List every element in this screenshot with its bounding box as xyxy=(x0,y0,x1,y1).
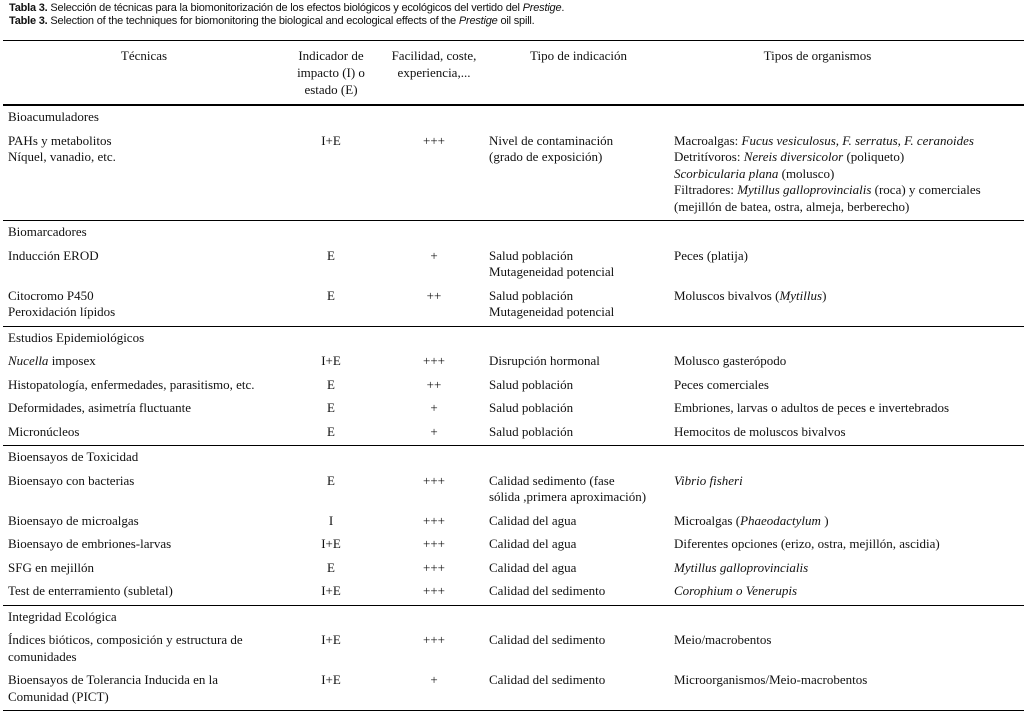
indicator-cell: I+E xyxy=(321,583,341,598)
cell-text: ) xyxy=(822,287,827,303)
cell-line xyxy=(8,377,280,394)
table-row xyxy=(3,580,1024,605)
cell-text: imposex xyxy=(48,353,96,368)
table-row xyxy=(3,669,1024,710)
table-body xyxy=(3,105,1024,710)
section-title: Bioensayos de Toxicidad xyxy=(8,449,139,464)
table-row xyxy=(3,421,1024,446)
organisms-cell xyxy=(671,377,1024,394)
cell-text: (molusco) xyxy=(778,165,835,181)
cell-line xyxy=(674,133,1024,150)
header-c2 xyxy=(280,47,382,104)
header-line: Indicador de xyxy=(298,48,364,63)
cell-text: PAHs y metabolitos xyxy=(8,132,112,148)
cell-text: Salud población xyxy=(489,376,574,392)
cell-text: Calidad del agua xyxy=(489,559,577,575)
cell-italic-text: Mytillus galloprovincialis xyxy=(674,559,809,575)
cell-line xyxy=(489,672,671,689)
table-section xyxy=(3,220,1024,326)
caption-italic: Prestige xyxy=(522,2,562,14)
bottom-rule xyxy=(3,710,1024,711)
ease-cell: ++ xyxy=(426,287,442,303)
header-line: experiencia,... xyxy=(397,65,471,80)
cell-text: Test de enterramiento (subletal) xyxy=(8,583,173,598)
indication-type-cell xyxy=(486,513,671,530)
table-section xyxy=(3,605,1024,711)
cell-line xyxy=(8,248,280,265)
cell-line xyxy=(674,560,1024,577)
technique-cell xyxy=(3,536,280,553)
table-row xyxy=(3,245,1024,285)
organisms-cell xyxy=(671,536,1024,553)
cell-line xyxy=(489,248,671,265)
caption-text: Selection of the techniques for biomonitoring the biological and ecological effects of the xyxy=(47,15,459,27)
cell-text: Mutageneidad potencial xyxy=(489,304,615,319)
cell-line xyxy=(8,672,280,689)
cell-text: Comunidad (PICT) xyxy=(8,688,109,704)
cell-italic-text: Nucella xyxy=(8,353,49,368)
cell-line xyxy=(8,513,280,530)
cell-text: Calidad del sedimento xyxy=(489,672,606,687)
cell-italic-text: Scorbicularia plana xyxy=(674,165,779,181)
cell-text: Meio/macrobentos xyxy=(674,632,772,647)
cell-text: Peces (platija) xyxy=(674,247,748,263)
cell-line xyxy=(8,536,280,553)
cell-line xyxy=(489,560,671,577)
cell-line xyxy=(674,400,1024,417)
cell-line xyxy=(674,424,1024,441)
cell-italic-text: Mytillus galloprovincialis xyxy=(737,182,872,197)
cell-line xyxy=(674,513,1024,530)
indication-type-cell xyxy=(486,133,671,216)
cell-text: Histopatología, enfermedades, parasitismo, etc. xyxy=(8,376,255,392)
indication-type-cell xyxy=(486,353,671,370)
cell-text: Índices bióticos, composición y estructura de xyxy=(8,632,243,647)
cell-text: SFG en mejillón xyxy=(8,559,94,575)
cell-line xyxy=(489,400,671,417)
technique-cell xyxy=(3,632,280,665)
header-c1 xyxy=(3,47,280,104)
organisms-cell xyxy=(671,560,1024,577)
table-row xyxy=(3,285,1024,326)
cell-line xyxy=(489,264,671,281)
indicator-cell: E xyxy=(327,247,335,263)
cell-text: Detritívoros: xyxy=(674,149,744,164)
cell-text: Peces comerciales xyxy=(674,376,769,392)
caption-english xyxy=(9,15,535,27)
indicator-cell: E xyxy=(327,287,335,303)
ease-cell: +++ xyxy=(423,132,445,148)
cell-text: Embriones, larvas o adultos de peces e invertebrados xyxy=(674,400,950,415)
indication-type-cell xyxy=(486,248,671,281)
header-c5 xyxy=(671,47,1024,104)
organisms-cell xyxy=(671,353,1024,370)
header-line: Tipos de organismos xyxy=(763,48,872,63)
table-row xyxy=(3,510,1024,534)
section-title-row xyxy=(3,221,1024,245)
cell-line xyxy=(489,377,671,394)
cell-italic-text: Nereis diversicolor xyxy=(743,149,844,164)
ease-cell: + xyxy=(430,672,438,687)
indication-type-cell xyxy=(486,560,671,577)
table-header xyxy=(3,41,1024,105)
cell-text: Salud población xyxy=(489,423,574,439)
caption-text: Selección de técnicas para la biomonitorización de los efectos biológicos y ecológicos del vertido del xyxy=(47,2,523,14)
table-section xyxy=(3,105,1024,220)
section-title: Bioacumuladores xyxy=(8,109,99,124)
cell-text: (mejillón de batea, ostra, almeja, berberecho) xyxy=(674,198,910,214)
cell-line xyxy=(674,632,1024,649)
cell-text: Peroxidación lípidos xyxy=(8,304,116,319)
technique-cell xyxy=(3,473,280,506)
cell-text: Inducción EROD xyxy=(8,247,99,263)
cell-text: Bioensayo de microalgas xyxy=(8,512,139,528)
indication-type-cell xyxy=(486,632,671,665)
organisms-cell xyxy=(671,583,1024,600)
organisms-cell xyxy=(671,288,1024,321)
caption-end: oil spill. xyxy=(497,15,535,27)
cell-line xyxy=(8,583,280,600)
header-line: Tipo de indicación xyxy=(529,48,627,63)
cell-line xyxy=(8,304,280,321)
cell-text: Mutageneidad potencial xyxy=(489,264,615,279)
cell-line xyxy=(674,288,1024,305)
technique-cell xyxy=(3,288,280,321)
technique-cell xyxy=(3,672,280,705)
ease-cell: +++ xyxy=(423,353,445,368)
cell-text: Deformidades, asimetría fluctuante xyxy=(8,400,192,415)
indicator-cell: I+E xyxy=(321,132,341,148)
organisms-cell xyxy=(671,248,1024,281)
cell-line xyxy=(489,632,671,649)
cell-line xyxy=(8,424,280,441)
cell-italic-text: Mytillus xyxy=(779,287,823,303)
section-title: Integridad Ecológica xyxy=(8,608,117,624)
table-row xyxy=(3,629,1024,669)
cell-line xyxy=(8,353,280,370)
indication-type-cell xyxy=(486,672,671,705)
cell-line xyxy=(674,583,1024,600)
cell-line xyxy=(8,649,280,666)
cell-italic-text: Corophium o Venerupis xyxy=(674,583,798,598)
organisms-cell xyxy=(671,513,1024,530)
ease-cell: + xyxy=(430,400,438,415)
indication-type-cell xyxy=(486,536,671,553)
cell-italic-text: Fucus vesiculosus, F. serratus, F. ceranoides xyxy=(741,132,974,148)
cell-text: Salud población xyxy=(489,247,574,263)
ease-cell: +++ xyxy=(423,632,445,647)
cell-line xyxy=(8,560,280,577)
cell-text: Bioensayo con bacterias xyxy=(8,472,135,488)
technique-cell xyxy=(3,133,280,216)
organisms-cell xyxy=(671,473,1024,506)
cell-line xyxy=(674,166,1024,183)
cell-line xyxy=(8,133,280,150)
indication-type-cell xyxy=(486,424,671,441)
table-section xyxy=(3,445,1024,605)
cell-text: Hemocitos de moluscos bivalvos xyxy=(674,423,846,439)
cell-text: sólida ,primera aproximación) xyxy=(489,489,647,504)
organisms-cell xyxy=(671,632,1024,665)
indication-type-cell xyxy=(486,583,671,600)
organisms-cell xyxy=(671,133,1024,216)
techniques-table xyxy=(3,40,1024,711)
ease-cell: +++ xyxy=(423,583,445,598)
caption-label: Tabla 3. xyxy=(9,2,48,14)
table-row xyxy=(3,350,1024,374)
cell-line xyxy=(489,513,671,530)
caption-end: . xyxy=(561,2,565,14)
cell-text: Diferentes opciones (erizo, ostra, mejillón, ascidia) xyxy=(674,536,940,551)
ease-cell: + xyxy=(430,247,438,263)
indication-type-cell xyxy=(486,288,671,321)
table-row xyxy=(3,533,1024,557)
cell-line xyxy=(8,149,280,166)
organisms-cell xyxy=(671,400,1024,417)
cell-line xyxy=(8,632,280,649)
cell-line xyxy=(489,288,671,305)
technique-cell xyxy=(3,400,280,417)
caption-italic: Prestige xyxy=(458,15,498,27)
section-title-row xyxy=(3,106,1024,130)
section-title-row xyxy=(3,606,1024,630)
ease-cell: ++ xyxy=(426,376,442,392)
table-row xyxy=(3,130,1024,221)
indicator-cell: I+E xyxy=(321,536,341,551)
cell-line xyxy=(8,473,280,490)
indicator-cell: E xyxy=(327,423,335,439)
cell-text: Níquel, vanadio, etc. xyxy=(8,149,116,164)
table-row xyxy=(3,470,1024,510)
indicator-cell: E xyxy=(327,472,335,488)
cell-text: Macroalgas: xyxy=(674,132,742,148)
cell-line xyxy=(674,248,1024,265)
cell-italic-text: Phaeodactylum xyxy=(740,512,821,528)
cell-line xyxy=(489,473,671,490)
cell-line xyxy=(489,424,671,441)
cell-line xyxy=(674,353,1024,370)
cell-text: Bioensayos de Tolerancia Inducida en la xyxy=(8,672,219,687)
cell-text: Citocromo P450 xyxy=(8,287,94,303)
indication-type-cell xyxy=(486,400,671,417)
cell-text: (roca) y comerciales xyxy=(871,182,981,197)
technique-cell xyxy=(3,513,280,530)
cell-text: Microalgas ( xyxy=(674,512,741,528)
cell-line xyxy=(674,199,1024,216)
caption-spanish xyxy=(9,2,564,14)
section-title-row xyxy=(3,446,1024,470)
cell-text: comunidades xyxy=(8,648,77,664)
ease-cell: +++ xyxy=(423,536,445,551)
indication-type-cell xyxy=(486,473,671,506)
cell-line xyxy=(674,377,1024,394)
cell-line xyxy=(674,149,1024,166)
indication-type-cell xyxy=(486,377,671,394)
section-title-row xyxy=(3,327,1024,351)
table-row xyxy=(3,397,1024,421)
section-title: Biomarcadores xyxy=(8,224,87,239)
header-c4 xyxy=(486,47,671,104)
cell-line xyxy=(674,672,1024,689)
ease-cell: +++ xyxy=(423,472,445,488)
indicator-cell: E xyxy=(327,376,335,392)
cell-text: (grado de exposición) xyxy=(489,149,603,164)
cell-text: Microorganismos/Meio-macrobentos xyxy=(674,672,868,687)
cell-text: Molusco gasterópodo xyxy=(674,353,787,368)
cell-line xyxy=(8,288,280,305)
cell-text: Calidad sedimento (fase xyxy=(489,472,615,488)
cell-line xyxy=(489,489,671,506)
cell-line xyxy=(489,149,671,166)
table-section xyxy=(3,326,1024,446)
header-line: estado (E) xyxy=(304,82,358,97)
cell-text: Moluscos bivalvos ( xyxy=(674,287,780,303)
technique-cell xyxy=(3,560,280,577)
technique-cell xyxy=(3,353,280,370)
cell-line xyxy=(489,133,671,150)
cell-line xyxy=(674,182,1024,199)
organisms-cell xyxy=(671,424,1024,441)
technique-cell xyxy=(3,248,280,281)
organisms-cell xyxy=(671,672,1024,705)
cell-text: Disrupción hormonal xyxy=(489,353,600,368)
header-line: impacto (I) o xyxy=(297,65,365,80)
ease-cell: +++ xyxy=(423,559,445,575)
caption-label: Table 3. xyxy=(9,15,48,27)
ease-cell: +++ xyxy=(423,512,445,528)
indicator-cell: I+E xyxy=(321,353,341,368)
table-row xyxy=(3,374,1024,398)
cell-text: Calidad del agua xyxy=(489,512,577,528)
table-row xyxy=(3,557,1024,581)
technique-cell xyxy=(3,424,280,441)
cell-line xyxy=(8,400,280,417)
cell-line xyxy=(489,304,671,321)
cell-text: Micronúcleos xyxy=(8,423,80,439)
cell-line xyxy=(674,473,1024,490)
section-title: Estudios Epidemiológicos xyxy=(8,329,145,345)
indicator-cell: I+E xyxy=(321,632,341,647)
indicator-cell: I+E xyxy=(321,672,341,687)
ease-cell: + xyxy=(430,423,438,439)
cell-line xyxy=(8,689,280,706)
cell-text: Bioensayo de embriones-larvas xyxy=(8,536,172,551)
cell-text: Calidad del sedimento xyxy=(489,632,606,647)
cell-line xyxy=(489,536,671,553)
cell-italic-text: Vibrio fisheri xyxy=(674,472,743,488)
cell-line xyxy=(674,536,1024,553)
cell-text: Calidad del agua xyxy=(489,536,577,551)
indicator-cell: E xyxy=(327,400,335,415)
cell-text: Salud población xyxy=(489,400,574,415)
technique-cell xyxy=(3,583,280,600)
cell-text: ) xyxy=(820,512,829,528)
header-line: Facilidad, coste, xyxy=(391,48,477,63)
indicator-cell: I xyxy=(328,512,334,528)
cell-text: Filtradores: xyxy=(674,182,738,197)
header-c3 xyxy=(382,47,486,104)
cell-text: Nivel de contaminación xyxy=(489,132,614,148)
cell-line xyxy=(489,353,671,370)
technique-cell xyxy=(3,377,280,394)
cell-text: Calidad del sedimento xyxy=(489,583,606,598)
cell-text: Salud población xyxy=(489,287,574,303)
header-line: Técnicas xyxy=(120,48,168,63)
cell-text: (poliqueto) xyxy=(843,149,905,164)
indicator-cell: E xyxy=(327,559,335,575)
cell-line xyxy=(489,583,671,600)
